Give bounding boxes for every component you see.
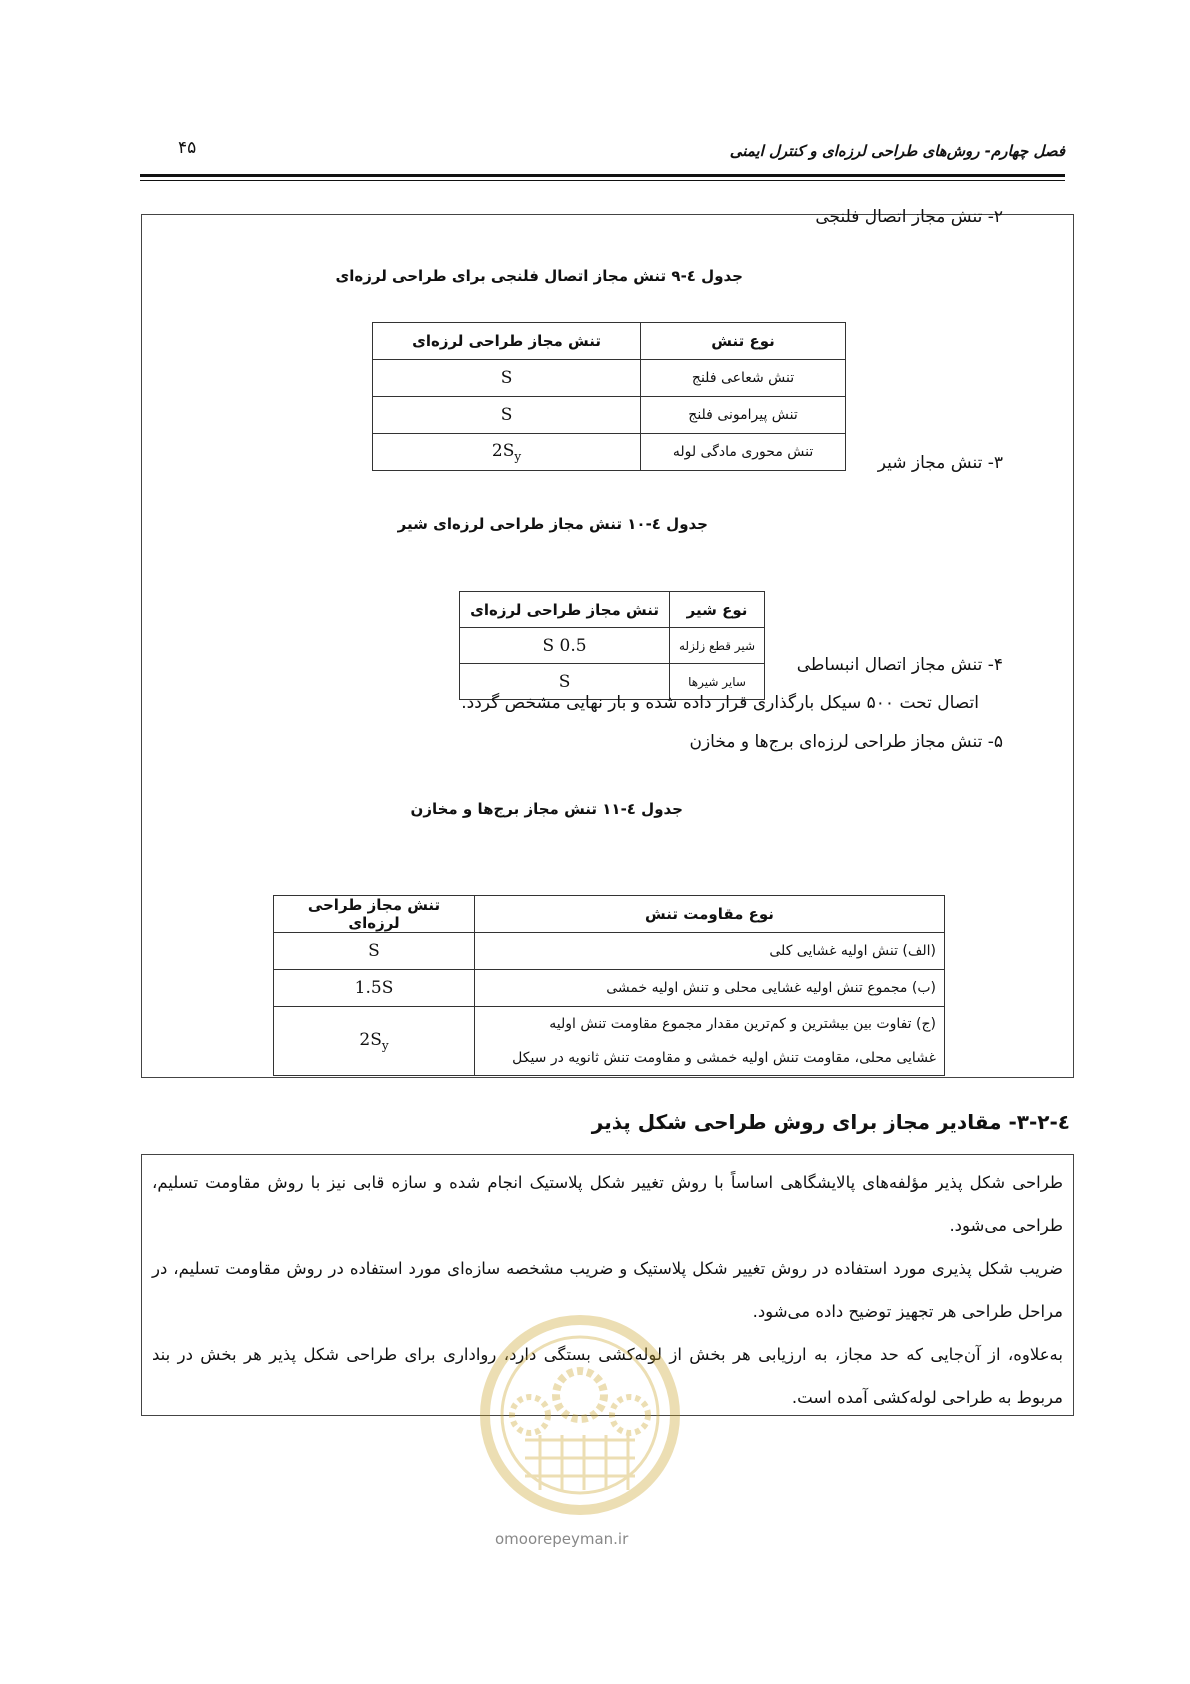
table-row [460,628,765,664]
section-heading: ٤-۳-۲- مقادیر مجاز برای روش طراحی شکل پذیر [591,1110,1070,1134]
table-row [274,933,945,970]
table-row [373,360,846,397]
table-header-cell: نوع شیر [670,592,765,628]
item-expansion-text: اتصال تحت ۵۰۰ سیکل بارگذاری قرار داده شده و بار نهایی مشخص گردد. [461,693,979,713]
value-subscript: y [514,449,522,464]
value-main: 2S [359,1029,382,1050]
gear-icon [612,1397,648,1433]
table-row [274,1007,945,1076]
page-header [140,130,1065,180]
table-cell: (الف) تنش اولیه غشایی کلی [475,933,945,970]
table-header-cell: تنش مجاز طراحی لرزه‌ای [373,323,641,360]
table-cell: S [274,933,475,970]
chapter-title: فصل چهارم- روش‌های طراحی لرزه‌ای و کنترل ایمنی [729,142,1065,160]
value-subscript: y [381,1038,389,1053]
item-towers-heading: ۵- تنش مجاز طراحی لرزه‌ای برج‌ها و مخازن [689,732,1003,752]
table-header-row [460,592,765,628]
table-cell: شیر قطع زلزله [670,628,765,664]
table-row [373,434,846,471]
table-cell: تنش پیرامونی فلنج [641,397,846,434]
table-cell: 0.5 S [460,628,670,664]
header-rule-thin [140,180,1065,181]
table-cell: S [373,397,641,434]
page-number: ۴۵ [178,138,197,158]
table-cell [274,1007,475,1076]
item-expansion-heading: ۴- تنش مجاز اتصال انبساطی [796,655,1003,675]
tower-stress-table [273,895,945,1076]
table2-caption: جدول ٤-۱۰ تنش مجاز طراحی لرزه‌ای شیر [397,515,708,533]
table-cell [475,1007,945,1076]
paragraph: به‌علاوه، از آن‌جایی که حد مجاز، به ارزیابی هر بخش از لوله‌کشی بستگی دارد، رواداری برای طراحی شکل پذیر هر بخش در بند مربوط به طراحی لوله‌کشی آمده است. [152,1345,1063,1407]
gear-icon [556,1371,604,1419]
value-main: 2S [491,440,515,461]
logo-inner-ring [502,1337,658,1493]
table3-caption: جدول ٤-۱۱ تنش مجاز برج‌ها و مخازن [410,800,683,818]
table-row [274,970,945,1007]
watermark-url: omoorepeyman.ir [495,1530,629,1548]
flange-stress-table [372,322,846,471]
paragraph: ضریب شکل پذیری مورد استفاده در روش تغییر شکل پلاستیک و ضریب مشخصه سازه‌ای مورد استفاده در روش مقاومت تسلیم، در مراحل طراحی هر تجهیز توضیح داده می‌شود. [152,1259,1063,1321]
gear-icon [512,1397,548,1433]
table-header-cell: نوع مقاومت تنش [475,896,945,933]
table-cell: S [373,360,641,397]
table1-caption: جدول ٤-۹ تنش مجاز اتصال فلنجی برای طراحی لرزه‌ای [335,267,743,285]
table-cell: تنش شعاعی فلنج [641,360,846,397]
stress-tables-box [141,207,1074,1078]
table-row [373,397,846,434]
table-header-cell: نوع تنش [641,323,846,360]
table-header-cell: تنش مجاز طراحی لرزه‌ای [274,896,475,933]
item-flange-heading: ۲- تنش مجاز اتصال فلنجی [815,207,1003,227]
item-valve-heading: ۳- تنش مجاز شیر [877,453,1003,473]
table-header-row [373,323,846,360]
table-header-row [274,896,945,933]
cell-line: غشایی محلی، مقاومت تنش اولیه خمشی و مقاومت تنش ثانویه در سیکل [512,1050,936,1066]
cell-line: (ج) تفاوت بین بیشترین و کم‌ترین مقدار مجموع مقاومت تنش اولیه [549,1016,936,1032]
paragraph: طراحی شکل پذیر مؤلفه‌های پالایشگاهی اساساً با روش تغییر شکل پلاستیک انجام شده و سازه قابی نیز با روش مقاومت تسلیم، طراحی می‌شود. [152,1173,1063,1235]
table-cell: (ب) مجموع تنش اولیه غشایی محلی و تنش اولیه خمشی [475,970,945,1007]
table-header-cell: تنش مجاز طراحی لرزه‌ای [460,592,670,628]
watermark-logo [470,1300,690,1530]
header-rule-thick [140,174,1065,177]
table-cell: S [460,664,670,700]
table-cell: تنش محوری مادگی لوله [641,434,846,471]
table-cell [373,434,641,471]
table-cell: سایر شیرها [670,664,765,700]
valve-stress-table [459,591,765,700]
table-cell: 1.5S [274,970,475,1007]
